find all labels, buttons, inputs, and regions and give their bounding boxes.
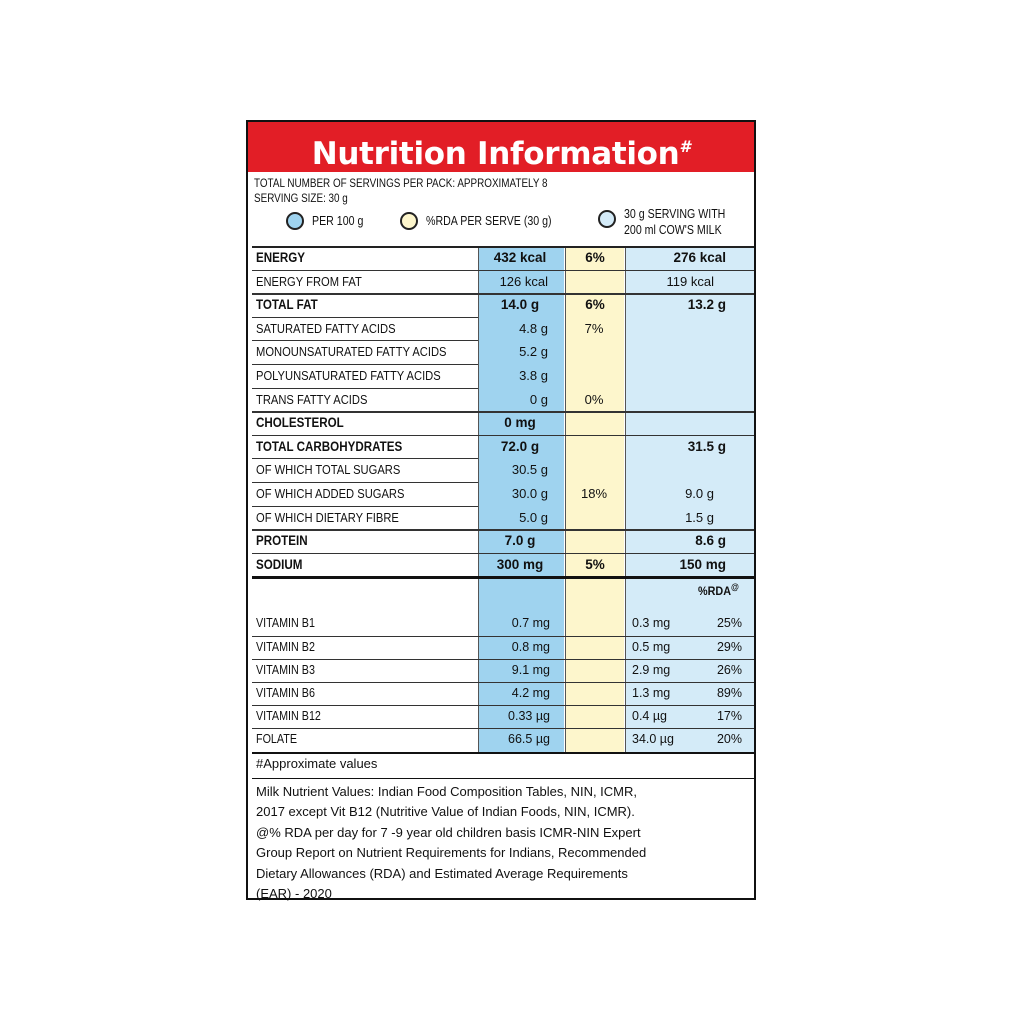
per100-value: 4.8 g xyxy=(519,320,548,336)
panel-title: Nutrition Information xyxy=(311,136,680,172)
vitamin-milk-rda: 20% xyxy=(716,732,742,747)
title-hash-mark: # xyxy=(679,137,691,156)
vitamin-label: FOLATE xyxy=(256,732,298,747)
rda-value: 6% xyxy=(585,250,605,265)
vitamin-milk-value: 0.4 µg xyxy=(632,709,668,724)
vitamin-milk-rda: 89% xyxy=(716,686,742,700)
nutrient-label: CHOLESTEROL xyxy=(256,415,344,431)
per100-value: 3.8 g xyxy=(519,368,548,383)
footnote-line: (EAR) - 2020 xyxy=(256,886,332,902)
table-row xyxy=(252,246,754,270)
rda-value: 5% xyxy=(585,556,605,572)
vitamin-label: VITAMIN B3 xyxy=(256,662,315,677)
rda-value: 6% xyxy=(585,297,605,313)
vitamin-row xyxy=(252,682,754,705)
table-row xyxy=(252,388,754,412)
nutrient-label: MONOUNSATURATED FATTY ACIDS xyxy=(256,344,447,360)
vitamin-label: VITAMIN B1 xyxy=(256,616,315,631)
table-row xyxy=(252,317,754,341)
nutrient-label: ENERGY FROM FAT xyxy=(256,273,362,289)
legend-milk-line1: 30 g SERVING WITH xyxy=(624,207,726,221)
vitamin-row xyxy=(252,659,754,682)
nutrient-label: OF WHICH ADDED SUGARS xyxy=(256,486,405,501)
vitamin-row xyxy=(252,612,754,635)
vitamin-milk-rda: 25% xyxy=(716,616,742,631)
vitamin-row xyxy=(252,728,754,751)
nutrient-label: POLYUNSATURATED FATTY ACIDS xyxy=(256,368,441,383)
vitamin-per100-value: 0.33 µg xyxy=(508,709,550,724)
vitamin-milk-value: 1.3 mg xyxy=(632,686,671,700)
milk-value: 31.5 g xyxy=(687,438,726,454)
rda-value: 7% xyxy=(584,320,604,336)
vitamin-per100-value: 4.2 mg xyxy=(511,686,550,700)
per100-value: 126 kcal xyxy=(499,273,548,289)
vitamin-label: VITAMIN B12 xyxy=(256,709,321,724)
nutrition-panel xyxy=(246,120,756,900)
milk-circle-icon xyxy=(598,210,616,228)
legend-per100 xyxy=(286,212,372,230)
vitamin-milk-value: 0.3 mg xyxy=(632,616,671,631)
table-row xyxy=(252,482,754,506)
vitamin-row xyxy=(252,636,754,659)
legend-per100-label: PER 100 g xyxy=(312,214,364,228)
vitamin-per100-value: 66.5 µg xyxy=(508,732,550,747)
table-row xyxy=(252,506,754,530)
table-bottom-rule xyxy=(252,752,754,754)
vitamin-milk-rda: 29% xyxy=(716,639,742,654)
legend-milk xyxy=(598,206,743,238)
rda-value: 18% xyxy=(580,486,608,501)
nutrient-label: OF WHICH TOTAL SUGARS xyxy=(256,462,401,478)
vitamin-per100-value: 0.8 mg xyxy=(511,639,550,654)
footnote-line: Group Report on Nutrient Requirements for Indians, Recommended xyxy=(256,845,647,861)
table-row xyxy=(252,270,754,294)
per100-value: 7.0 g xyxy=(504,533,536,549)
legend-rda-label: %RDA PER SERVE (30 g) xyxy=(426,214,552,228)
per100-value: 432 kcal xyxy=(493,250,547,265)
per100-value: 5.0 g xyxy=(519,509,548,525)
footnote-line: @% RDA per day for 7 -9 year old children basis ICMR-NIN Expert xyxy=(256,824,641,840)
table-row xyxy=(252,293,754,317)
milk-value: 150 mg xyxy=(679,556,726,572)
vitamin-row xyxy=(252,705,754,728)
vitamin-per100-value: 0.7 mg xyxy=(511,616,550,631)
per100-circle-icon xyxy=(286,212,304,230)
table-row xyxy=(252,458,754,482)
nutrient-label: TOTAL FAT xyxy=(256,297,318,313)
footnote-line: Milk Nutrient Values: Indian Food Composition Tables, NIN, ICMR, xyxy=(256,783,638,799)
servings-per-pack: TOTAL NUMBER OF SERVINGS PER PACK: APPROXIMATELY 8 xyxy=(254,178,548,190)
per100-value: 300 mg xyxy=(496,556,544,572)
footnote-line: 2017 except Vit B12 (Nutritive Value of Indian Foods, NIN, ICMR). xyxy=(256,804,635,820)
nutrient-label: TOTAL CARBOHYDRATES xyxy=(256,438,403,454)
footnote-approx: #Approximate values xyxy=(256,755,378,771)
vitamin-per100-value: 9.1 mg xyxy=(511,662,550,677)
rda-header-sup: @ xyxy=(731,582,739,593)
per100-value: 14.0 g xyxy=(500,297,540,313)
table-row xyxy=(252,364,754,388)
vitamin-label: VITAMIN B2 xyxy=(256,639,315,654)
milk-value: 276 kcal xyxy=(673,250,726,265)
vitamin-label: VITAMIN B6 xyxy=(256,686,315,700)
milk-value: 9.0 g xyxy=(685,486,714,501)
table-row xyxy=(252,553,754,577)
nutrient-label: ENERGY xyxy=(256,250,306,265)
nutrient-label: SATURATED FATTY ACIDS xyxy=(256,320,396,336)
nutrient-label: TRANS FATTY ACIDS xyxy=(256,391,368,407)
vitamin-milk-rda: 17% xyxy=(716,709,742,724)
footnote-line: Dietary Allowances (RDA) and Estimated Average Requirements xyxy=(256,865,628,881)
legend-rda xyxy=(400,212,574,230)
rda-header-label: %RDA xyxy=(698,584,732,599)
per100-value: 0 g xyxy=(529,391,548,407)
serving-size: SERVING SIZE: 30 g xyxy=(254,193,348,205)
per100-value: 0 mg xyxy=(504,415,536,431)
per100-value: 72.0 g xyxy=(500,438,540,454)
legend-milk-line2: 200 ml COW'S MILK xyxy=(624,223,722,237)
vitamin-milk-value: 34.0 µg xyxy=(632,732,674,747)
vitamin-milk-rda: 26% xyxy=(716,662,742,677)
rda-header xyxy=(698,582,739,598)
milk-value: 8.6 g xyxy=(695,533,726,549)
milk-value: 119 kcal xyxy=(666,273,714,289)
vitamin-milk-value: 2.9 mg xyxy=(632,662,671,677)
table-row xyxy=(252,529,754,553)
nutrient-label: PROTEIN xyxy=(256,533,308,549)
nutrient-label: SODIUM xyxy=(256,556,303,572)
milk-value: 1.5 g xyxy=(685,509,714,525)
per100-value: 5.2 g xyxy=(519,344,548,360)
table-row xyxy=(252,411,754,435)
milk-value: 13.2 g xyxy=(687,297,726,313)
table-row xyxy=(252,435,754,459)
footnote-rule xyxy=(252,778,754,780)
nutrition-title-bar xyxy=(248,122,754,172)
nutrient-label: OF WHICH DIETARY FIBRE xyxy=(256,509,399,525)
per100-value: 30.0 g xyxy=(511,486,548,501)
rda-circle-icon xyxy=(400,212,418,230)
per100-value: 30.5 g xyxy=(511,462,548,478)
rda-value: 0% xyxy=(584,391,604,407)
table-row xyxy=(252,340,754,364)
vitamin-milk-value: 0.5 mg xyxy=(632,639,671,654)
vitamin-section-rule xyxy=(252,576,754,579)
